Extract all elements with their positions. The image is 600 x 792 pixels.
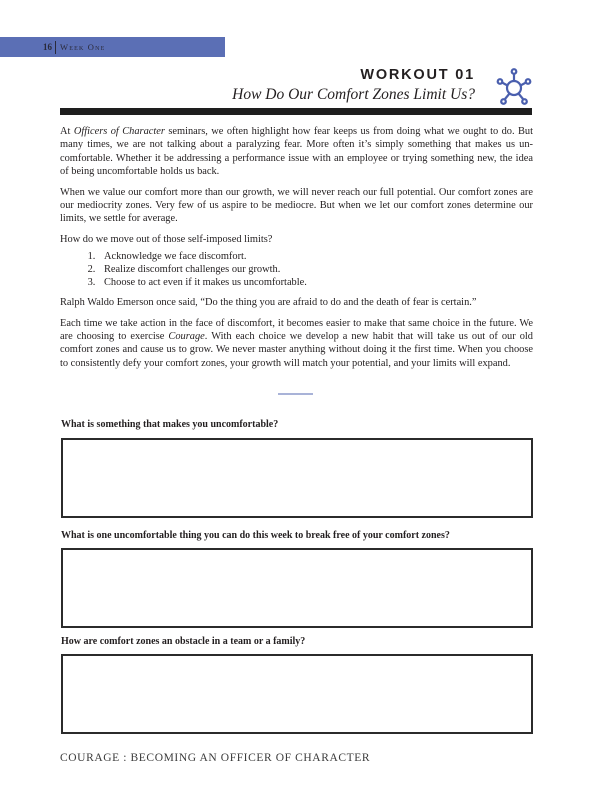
answer-box[interactable] bbox=[61, 548, 533, 628]
section-divider bbox=[278, 393, 313, 395]
page-number: 16 bbox=[43, 42, 52, 52]
text: . With each choice we develop a new habit that will take us out of our old comfort zones and cause us to grow. We never master anything without doing it the first time. When you choose to consistently defy your comfort zones, your growth will match your potential, and your limits will expand. bbox=[60, 331, 533, 369]
paragraph-comfort: When we value our comfort more than our growth, we will never reach our full potential. Our comfort zones are our mediocrity zones. Very few of us aspire to be mediocre. But when we let our comfort zones determine our limits, we settle for average. bbox=[60, 186, 533, 225]
text: seminars, we often highlight how fear keeps us from doing what we ought to do. But many times, we are not talking about a paralyzing fear. More often it’s simply something that makes us un-comfortable. Whether it be addressing a performance issue with an employee or trying something new, the idea of being uncomfortable holds us back. bbox=[60, 126, 533, 178]
network-hub-icon bbox=[496, 67, 532, 107]
list-item: 3. Choose to act even if it makes us uncomfortable. bbox=[98, 276, 533, 289]
header-bar bbox=[0, 37, 225, 57]
paragraph-quote: Ralph Waldo Emerson once said, “Do the thing you are afraid to do and the death of fear is certain.” bbox=[60, 297, 477, 309]
body-text bbox=[60, 125, 533, 377]
text: Each time we take action in the face of discomfort, it becomes easier to make that same choice in the future. We are choosing to exercise bbox=[60, 317, 533, 343]
text: At bbox=[60, 126, 74, 137]
list-item: 1. Acknowledge we face discomfort. bbox=[98, 250, 533, 263]
answer-box[interactable] bbox=[61, 654, 533, 734]
footer: COURAGE : BECOMING AN OFFICER OF CHARACTER bbox=[60, 752, 371, 764]
question-label: What is something that makes you uncomfortable? bbox=[61, 419, 279, 430]
emphasis-text: Officers of Character bbox=[73, 126, 165, 137]
page-title: How Do Our Comfort Zones Limit Us? bbox=[232, 86, 475, 103]
title-rule bbox=[60, 108, 532, 115]
question-label: How are comfort zones an obstacle in a team or a family? bbox=[61, 636, 306, 647]
paragraph-intro bbox=[60, 125, 533, 179]
paragraph-action bbox=[60, 317, 533, 371]
paragraph-question: How do we move out of those self-imposed limits? bbox=[60, 233, 273, 245]
list-item: 2. Realize discomfort challenges our growth. bbox=[98, 263, 533, 276]
section-label: Week One bbox=[60, 42, 106, 52]
emphasis-text: Courage bbox=[168, 331, 205, 343]
header-separator bbox=[55, 41, 56, 54]
workout-label: WORKOUT 01 bbox=[360, 67, 475, 83]
steps-list bbox=[60, 250, 533, 289]
question-label: What is one uncomfortable thing you can do this week to break free of your comfort zones? bbox=[61, 530, 450, 541]
answer-box[interactable] bbox=[61, 438, 533, 518]
